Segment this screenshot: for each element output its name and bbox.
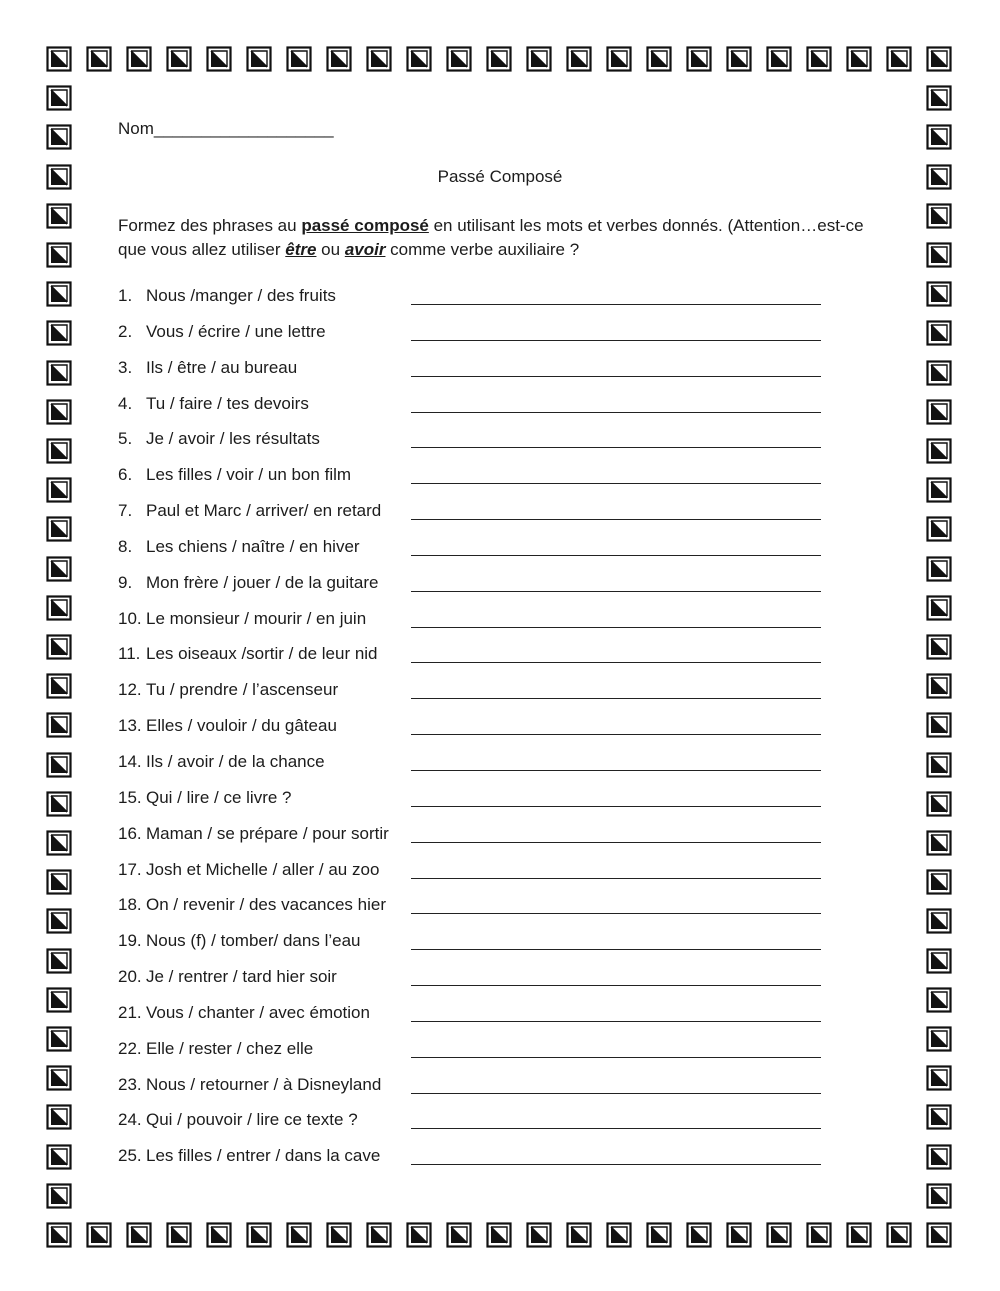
triangle-square-border-icon [926, 987, 952, 1013]
triangle-square-border-icon [526, 1222, 552, 1248]
triangle-square-border-icon [286, 46, 312, 72]
triangle-square-border-icon [526, 46, 552, 72]
triangle-square-border-icon [886, 1222, 912, 1248]
triangle-square-border-icon [246, 46, 272, 72]
item-number: 24. [118, 1110, 142, 1130]
triangle-square-border-icon [926, 1065, 952, 1091]
triangle-square-border-icon [926, 516, 952, 542]
item-number: 9. [118, 572, 133, 592]
triangle-square-border-icon [846, 46, 872, 72]
triangle-square-border-icon [46, 869, 72, 895]
triangle-square-border-icon [86, 1222, 112, 1248]
item-prompt: Mon frère / jouer / de la guitare [146, 572, 379, 592]
triangle-square-border-icon [926, 752, 952, 778]
triangle-square-border-icon [46, 830, 72, 856]
triangle-square-border-icon [926, 203, 952, 229]
answer-blank-line[interactable] [411, 734, 821, 735]
item-number: 19. [118, 931, 142, 951]
triangle-square-border-icon [126, 46, 152, 72]
item-prompt: Ils / avoir / de la chance [146, 751, 325, 771]
triangle-square-border-icon [686, 46, 712, 72]
answer-blank-line[interactable] [411, 519, 821, 520]
triangle-square-border-icon [46, 1026, 72, 1052]
triangle-square-border-icon [926, 124, 952, 150]
instructions-text-1: Formez des phrases au [118, 216, 302, 235]
triangle-square-border-icon [86, 46, 112, 72]
triangle-square-border-icon [806, 46, 832, 72]
triangle-square-border-icon [46, 516, 72, 542]
answer-blank-line[interactable] [411, 662, 821, 663]
item-number: 15. [118, 787, 142, 807]
triangle-square-border-icon [766, 46, 792, 72]
answer-blank-line[interactable] [411, 1057, 821, 1058]
item-number: 25. [118, 1146, 142, 1166]
triangle-square-border-icon [886, 46, 912, 72]
triangle-square-border-icon [926, 1183, 952, 1209]
triangle-square-border-icon [366, 1222, 392, 1248]
triangle-square-border-icon [486, 46, 512, 72]
item-prompt: Nous /manger / des fruits [146, 286, 336, 305]
instructions-emphasis-passe-compose: passé composé [301, 216, 429, 235]
answer-blank-line[interactable] [411, 627, 821, 628]
item-number: 8. [118, 536, 133, 556]
triangle-square-border-icon [246, 1222, 272, 1248]
triangle-square-border-icon [446, 46, 472, 72]
answer-blank-line[interactable] [411, 949, 821, 950]
triangle-square-border-icon [46, 1144, 72, 1170]
item-number: 4. [118, 393, 133, 413]
item-prompt: Elles / vouloir / du gâteau [146, 716, 337, 736]
triangle-square-border-icon [46, 438, 72, 464]
triangle-square-border-icon [46, 46, 72, 72]
triangle-square-border-icon [766, 1222, 792, 1248]
triangle-square-border-icon [406, 46, 432, 72]
triangle-square-border-icon [566, 46, 592, 72]
triangle-square-border-icon [166, 1222, 192, 1248]
item-prompt: Vous / chanter / avec émotion [146, 1002, 370, 1022]
item-number: 10. [118, 608, 142, 628]
item-prompt: On / revenir / des vacances hier [146, 895, 387, 915]
triangle-square-border-icon [926, 869, 952, 895]
triangle-square-border-icon [46, 712, 72, 738]
item-number: 3. [118, 357, 133, 377]
triangle-square-border-icon [46, 203, 72, 229]
triangle-square-border-icon [926, 399, 952, 425]
triangle-square-border-icon [46, 85, 72, 111]
triangle-square-border-icon [166, 46, 192, 72]
item-prompt: Nous / retourner / à Disneyland [146, 1074, 382, 1094]
triangle-square-border-icon [926, 320, 952, 346]
item-number: 18. [118, 895, 142, 915]
triangle-square-border-icon [926, 46, 952, 72]
name-field-label: Nom___________________ [118, 119, 334, 138]
triangle-square-border-icon [926, 85, 952, 111]
answer-blank-line[interactable] [411, 985, 821, 986]
instructions [118, 214, 870, 262]
instructions-emphasis-etre: être [285, 240, 317, 259]
answer-blank-line[interactable] [411, 842, 821, 843]
triangle-square-border-icon [926, 948, 952, 974]
triangle-square-border-icon [46, 399, 72, 425]
triangle-square-border-icon [46, 360, 72, 386]
item-number: 20. [118, 967, 142, 987]
triangle-square-border-icon [926, 712, 952, 738]
item-number: 1. [118, 286, 133, 305]
triangle-square-border-icon [926, 556, 952, 582]
triangle-square-border-icon [126, 1222, 152, 1248]
triangle-square-border-icon [926, 1222, 952, 1248]
triangle-square-border-icon [46, 791, 72, 817]
item-number: 14. [118, 751, 142, 771]
item-prompt: Qui / lire / ce livre ? [146, 787, 292, 807]
answer-blank-line[interactable] [411, 304, 821, 305]
triangle-square-border-icon [46, 1104, 72, 1130]
triangle-square-border-icon [846, 1222, 872, 1248]
triangle-square-border-icon [926, 281, 952, 307]
item-number: 21. [118, 1002, 142, 1022]
triangle-square-border-icon [926, 791, 952, 817]
answer-blank-line[interactable] [411, 913, 821, 914]
instructions-text-2: en utilisant les mots et verbes donnés. (Attention…est-ce que vous allez utiliser [118, 216, 864, 259]
item-prompt: Tu / prendre / l’ascenseur [146, 680, 339, 700]
instructions-emphasis-avoir: avoir [344, 240, 386, 259]
triangle-square-border-icon [46, 634, 72, 660]
item-number: 12. [118, 680, 142, 700]
answer-blank-line[interactable] [411, 1128, 821, 1129]
triangle-square-border-icon [46, 281, 72, 307]
triangle-square-border-icon [46, 595, 72, 621]
triangle-square-border-icon [726, 46, 752, 72]
answer-blank-line[interactable] [411, 412, 821, 413]
triangle-square-border-icon [926, 477, 952, 503]
triangle-square-border-icon [926, 360, 952, 386]
triangle-square-border-icon [926, 908, 952, 934]
triangle-square-border-icon [46, 673, 72, 699]
item-prompt: Les filles / voir / un bon film [146, 465, 352, 485]
triangle-square-border-icon [606, 46, 632, 72]
triangle-square-border-icon [926, 595, 952, 621]
answer-blank-line[interactable] [411, 376, 821, 377]
item-prompt: Le monsieur / mourir / en juin [146, 608, 367, 628]
item-prompt: Les chiens / naître / en hiver [146, 536, 360, 556]
triangle-square-border-icon [806, 1222, 832, 1248]
answer-blank-line[interactable] [411, 806, 821, 807]
triangle-square-border-icon [206, 46, 232, 72]
triangle-square-border-icon [46, 752, 72, 778]
item-number: 5. [118, 429, 133, 449]
triangle-square-border-icon [46, 948, 72, 974]
item-number: 13. [118, 716, 142, 736]
item-number: 11. [118, 644, 141, 664]
triangle-square-border-icon [326, 46, 352, 72]
triangle-square-border-icon [46, 320, 72, 346]
triangle-square-border-icon [366, 46, 392, 72]
triangle-square-border-icon [46, 1222, 72, 1248]
triangle-square-border-icon [926, 830, 952, 856]
triangle-square-border-icon [406, 1222, 432, 1248]
triangle-square-border-icon [286, 1222, 312, 1248]
item-prompt: Maman / se prépare / pour sortir [146, 823, 389, 843]
answer-blank-line[interactable] [411, 770, 821, 771]
triangle-square-border-icon [46, 1183, 72, 1209]
answer-blank-line[interactable] [411, 483, 821, 484]
item-prompt: Tu / faire / tes devoirs [146, 393, 309, 413]
instructions-text-4: comme verbe auxiliaire ? [385, 240, 580, 259]
item-number: 22. [118, 1038, 142, 1058]
answer-blank-line[interactable] [411, 340, 821, 341]
item-prompt: Ils / être / au bureau [146, 357, 298, 377]
item-number: 16. [118, 823, 142, 843]
item-prompt: Je / avoir / les résultats [146, 429, 320, 449]
triangle-square-border-icon [726, 1222, 752, 1248]
answer-blank-line[interactable] [411, 878, 821, 879]
triangle-square-border-icon [46, 987, 72, 1013]
triangle-square-border-icon [326, 1222, 352, 1248]
item-prompt: Paul et Marc / arriver/ en retard [146, 501, 382, 521]
item-prompt: Je / rentrer / tard hier soir [146, 967, 337, 987]
answer-blank-line[interactable] [411, 447, 821, 448]
answer-blank-line[interactable] [411, 698, 821, 699]
triangle-square-border-icon [606, 1222, 632, 1248]
triangle-square-border-icon [926, 634, 952, 660]
triangle-square-border-icon [46, 1065, 72, 1091]
item-prompt: Qui / pouvoir / lire ce texte ? [146, 1110, 358, 1130]
triangle-square-border-icon [46, 242, 72, 268]
answer-blank-line[interactable] [411, 555, 821, 556]
item-prompt: Nous (f) / tomber/ dans l’eau [146, 931, 361, 951]
item-number: 17. [118, 859, 142, 879]
triangle-square-border-icon [206, 1222, 232, 1248]
item-prompt: Vous / écrire / une lettre [146, 321, 326, 341]
item-number: 7. [118, 501, 133, 521]
item-prompt: Elle / rester / chez elle [146, 1038, 314, 1058]
item-number: 6. [118, 465, 133, 485]
answer-blank-line[interactable] [411, 1093, 821, 1094]
triangle-square-border-icon [926, 1104, 952, 1130]
item-prompt: Les oiseaux /sortir / de leur nid [146, 644, 378, 664]
triangle-square-border-icon [926, 1144, 952, 1170]
answer-blank-line[interactable] [411, 1164, 821, 1165]
triangle-square-border-icon [46, 477, 72, 503]
item-number: 23. [118, 1074, 142, 1094]
triangle-square-border-icon [646, 46, 672, 72]
item-number: 2. [118, 321, 133, 341]
answer-blank-line[interactable] [411, 1021, 821, 1022]
triangle-square-border-icon [646, 1222, 672, 1248]
triangle-square-border-icon [46, 908, 72, 934]
instructions-text-3: ou [316, 240, 345, 259]
triangle-square-border-icon [926, 438, 952, 464]
item-prompt: Les filles / entrer / dans la cave [146, 1146, 381, 1166]
triangle-square-border-icon [686, 1222, 712, 1248]
triangle-square-border-icon [926, 673, 952, 699]
triangle-square-border-icon [46, 556, 72, 582]
answer-blank-line[interactable] [411, 591, 821, 592]
triangle-square-border-icon [566, 1222, 592, 1248]
triangle-square-border-icon [446, 1222, 472, 1248]
item-prompt: Josh et Michelle / aller / au zoo [146, 859, 380, 879]
triangle-square-border-icon [486, 1222, 512, 1248]
triangle-square-border-icon [926, 1026, 952, 1052]
triangle-square-border-icon [926, 242, 952, 268]
page-title: Passé Composé [437, 167, 563, 186]
triangle-square-border-icon [46, 124, 72, 150]
